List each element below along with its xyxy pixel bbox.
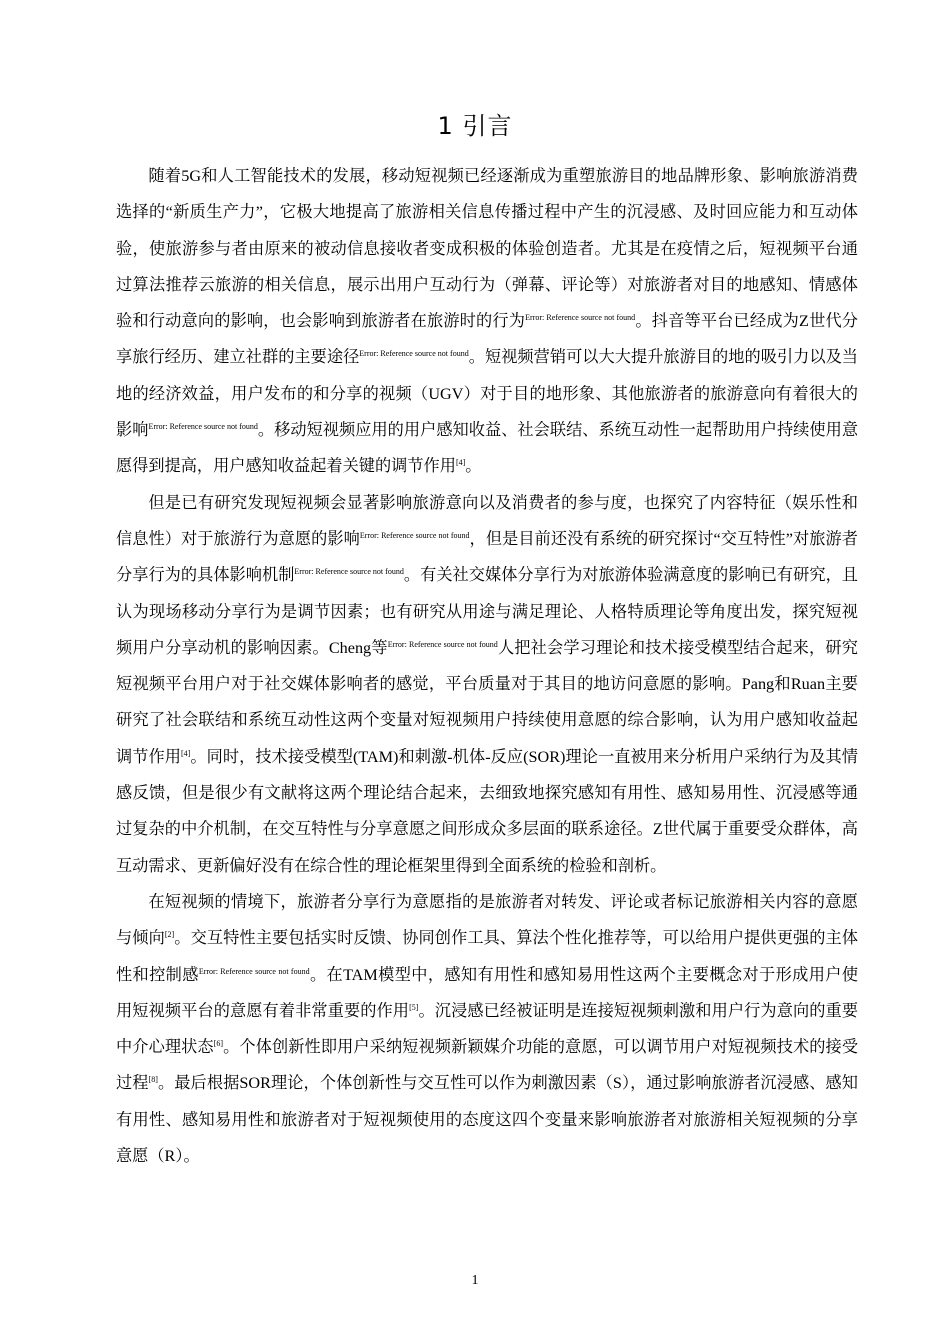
text-run: 。最后根据SOR理论，个体创新性与交互性可以作为刺激因素（S），通过影响旅游者沉浸感、感知有用性、感知易用性和旅游者对于短视频使用的态度这四个变量来影响旅游者对旅游相关短视频的分享意愿（R）。 <box>116 1074 858 1166</box>
text-run: 。抖音等平台已经成为Z世代分享旅行经历、建立社群的主要途径 <box>116 312 858 367</box>
text-run: ，但是目前还没有系统的研究探讨“交互特性”对旅游者分享行为的具体影响机制 <box>116 529 858 585</box>
citation-marker: [6] <box>213 1039 224 1049</box>
paragraph <box>116 884 858 1174</box>
text-run: 。同时，技术接受模型(TAM)和刺激-机体-反应(SOR)理论一直被用来分析用户采纳行为及其情感反馈，但是很少有文献将这两个理论结合起来，去细致地探究感知有用性、感知易用性、沉浸感等通过复杂的中介机制，在交互特性与分享意愿之间形成众多层面的联系途径。Z世代属于重要受众群体，高互动需求、更新偏好没有在综合性的理论框架里得到全面系统的检验和剖析。 <box>116 747 858 875</box>
page-number: 1 <box>471 1273 479 1288</box>
section-heading: 1 引言 <box>437 112 513 140</box>
reference-error-marker: Error: Reference source not found <box>387 639 498 649</box>
text-run: 但是已有研究发现短视频会显著影响旅游意向以及消费者的参与度，也探究了内容特征（娱乐性和信息性）对于旅游行为意愿的影响 <box>116 493 858 548</box>
paragraph <box>116 158 858 485</box>
citation-marker: [4] <box>455 458 466 468</box>
reference-error-marker: Error: Reference source not found <box>148 422 258 432</box>
citation-marker: [4] <box>181 748 191 758</box>
text-run: 。 <box>465 457 482 476</box>
text-run: 。移动短视频应用的用户感知收益、社会联结、系统互动性一起帮助用户持续使用意愿得到提高，用户感知收益起着关键的调节作用 <box>116 421 859 476</box>
text-run: 随着5G和人工智能技术的发展，移动短视频已经逐渐成为重塑旅游目的地品牌形象、影响旅游消费选择的“新质生产力”，它极大地提高了旅游相关信息传播过程中产生的沉浸感、及时回应能力和互动体验，使旅游参与者由原来的被动信息接收者变成积极的体验创造者。尤其是在疫情之后，短视频平台通过算法推荐云旅游的相关信息，展示出用户互动行为（弹幕、评论等）对旅游者对目的地感知、情感体验和行动意向的影响，也会影响到旅游者在旅游时的行为 <box>116 167 858 331</box>
citation-marker: [8] <box>148 1075 158 1085</box>
body-text <box>116 158 858 1174</box>
reference-error-marker: Error: Reference source not found <box>294 567 404 577</box>
text-run: 人把社会学习理论和技术接受模型结合起来，研究短视频平台用户对于社交媒体影响者的感觉，平台质量对于其目的地访问意愿的影响。Pang和Ruan主要研究了社会联结和系统互动性这两个变量对短视频用户持续使用意愿的综合影响，认为用户感知收益起调节作用 <box>116 638 858 766</box>
text-run: 。短视频营销可以大大提升旅游目的地的吸引力以及当地的经济效益，用户发布的和分享的视频（UGV）对于目的地形象、其他旅游者的旅游意向有着很大的影响 <box>116 348 858 440</box>
text-run: 在短视频的情境下，旅游者分享行为意愿指的是旅游者对转发、评论或者标记旅游相关内容的意愿与倾向 <box>116 892 858 948</box>
reference-error-marker: Error: Reference source not found <box>198 966 310 976</box>
paragraph <box>116 485 858 884</box>
text-run: 。沉浸感已经被证明是连接短视频刺激和用户行为意向的重要中介心理状态 <box>116 1001 859 1057</box>
text-run: 。交互特性主要包括实时反馈、协同创作工具、算法个性化推荐等，可以给用户提供更强的主体性和控制感 <box>116 929 859 984</box>
text-run: 。个体创新性即用户采纳短视频新颖媒介功能的意愿，可以调节用户对短视频技术的接受过程 <box>116 1038 859 1093</box>
reference-error-marker: Error: Reference source not found <box>359 530 470 540</box>
text-run: 。在TAM模型中，感知有用性和感知易用性这两个主要概念对于形成用户使用短视频平台的意愿有着非常重要的作用 <box>116 965 859 1020</box>
citation-marker: [5] <box>409 1002 419 1012</box>
reference-error-marker: Error: Reference source not found <box>525 313 636 323</box>
text-run: 。有关社交媒体分享行为对旅游体验满意度的影响已有研究，且认为现场移动分享行为是调节因素；也有研究从用途与满足理论、人格特质理论等角度出发，探究短视频用户分享动机的影响因素。Cheng等 <box>116 566 858 657</box>
reference-error-marker: Error: Reference source not found <box>359 349 469 359</box>
citation-marker: [2] <box>164 930 175 940</box>
